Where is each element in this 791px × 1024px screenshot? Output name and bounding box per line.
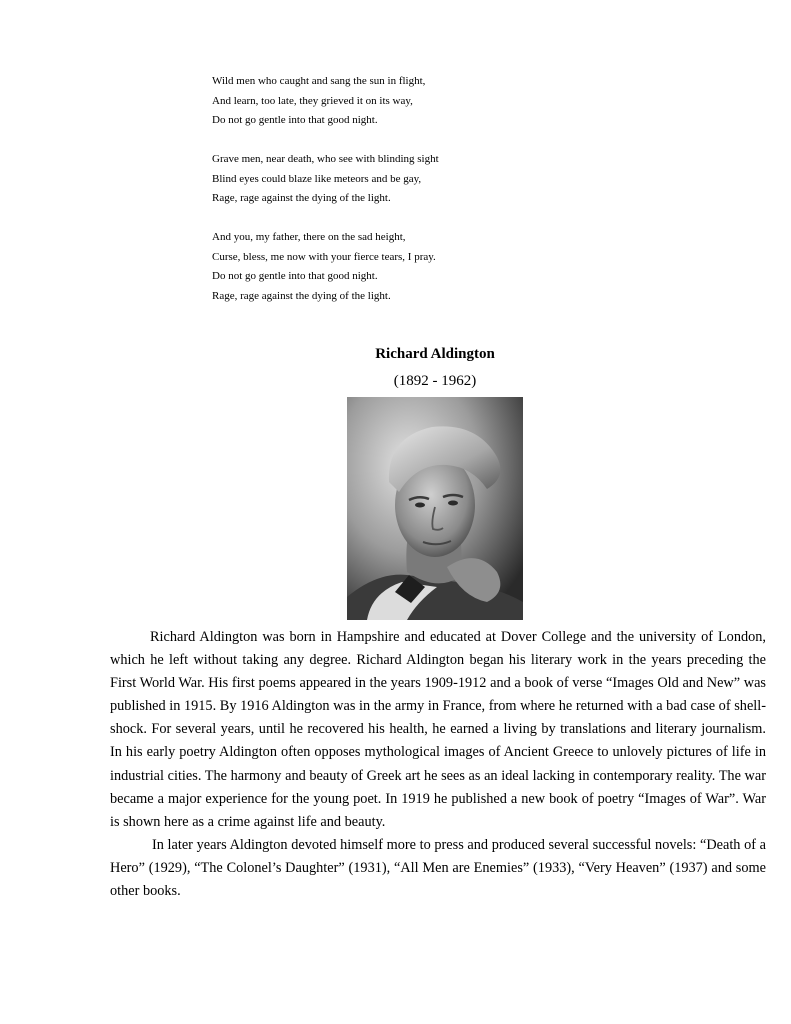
biography-paragraph-1: Richard Aldington was born in Hampshire and educated at Dover College and the university of London, which he left without taking any degree. Richard Aldington began his literary work in the years preceding the First World War. His first poems appeared in the years 1909-1912 and a book of verse “Images Old and New” was published in 1915. By 1916 Aldington was in the army in France, from where he returned with a bad case of shell-shock. For several years, until he recovered his health, he earned a living by translations and literary journalism. In his early poetry Aldington often opposes mythological images of Ancient Greece to unlovely pictures of life in industrial cities. The harmony and beauty of Greek art he sees as an ideal lacking in contemporary reality. The war became a major experience for the young poet. In 1919 he published a new book of poetry “Images of War”. War is shown here as a crime against life and beauty. [110,629,766,830]
poem-stanza-2 [212,150,552,209]
poem-line: Do not go gentle into that good night. [212,114,378,126]
poem-excerpt [212,72,552,306]
author-portrait-photo [347,397,523,620]
portrait-illustration [347,397,523,620]
poem-line: Curse, bless, me now with your fierce tears, I pray. [212,250,436,263]
poem-line: And learn, too late, they grieved it on its way, [212,94,413,107]
author-name-heading: Richard Aldington [375,346,495,362]
poem-line: Do not go gentle into that good night. [212,270,378,282]
poem-line: Grave men, near death, who see with blinding sight [212,153,439,165]
poem-line: And you, my father, there on the sad height, [212,231,406,243]
poem-line: Blind eyes could blaze like meteors and be gay, [212,172,422,185]
poem-line: Wild men who caught and sang the sun in flight, [212,75,426,87]
poem-line: Rage, rage against the dying of the light. [212,289,391,302]
biography-text [110,626,766,903]
biography-paragraph-2: In later years Aldington devoted himself more to press and produced several successful novels: “Death of a Hero” (1929), “The Colonel’s Daughter” (1931), “All Men are Enemies” (1933), “Very Heaven” (1937) and some other books. [110,836,766,900]
poem-line: Rage, rage against the dying of the light. [212,192,391,204]
poem-stanza-3 [212,228,552,306]
poem-stanza-1 [212,72,552,131]
author-life-dates: (1892 - 1962) [393,373,477,389]
